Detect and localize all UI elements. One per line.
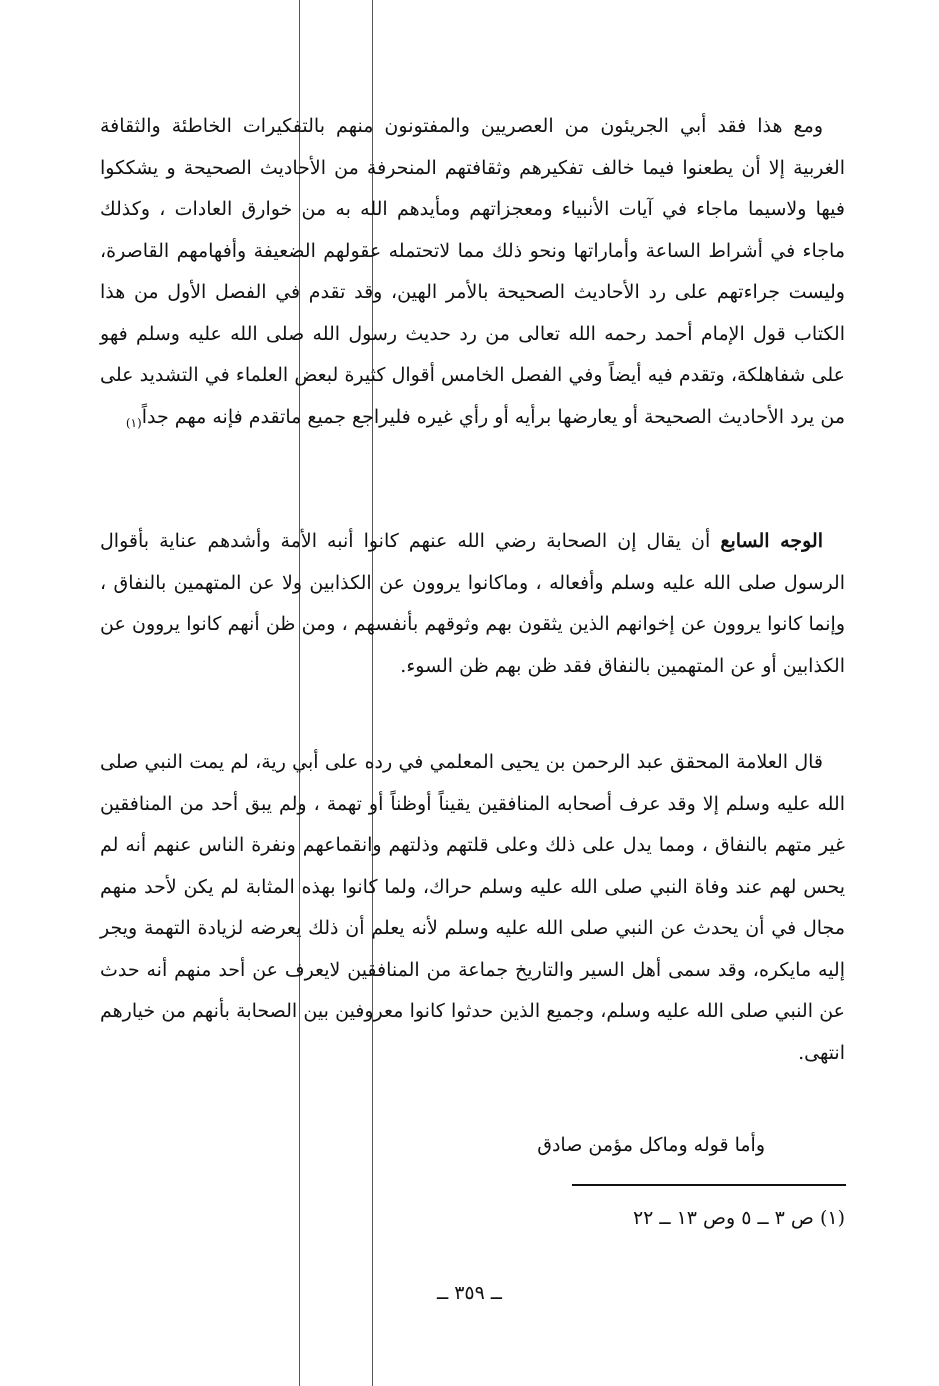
footnote-reference-1: (١): [125, 415, 142, 430]
page-number: ــ ٣٥٩ ــ: [437, 1282, 502, 1304]
section-heading-seventh-aspect: الوجه السابع: [720, 530, 823, 552]
paragraph-1: [100, 106, 845, 444]
paragraph-4-text: وأما قوله وماكل مؤمن صادق: [537, 1134, 765, 1156]
paragraph-2-text: أن يقال إن الصحابة رضي الله عنهم كانوا أنبه الأمة وأشدهم عناية بأقوال الرسول صلى الله عليه وسلم وأفعاله ، وماكانوا يروون عن الكذابين ولا عن المتهمين بالنفاق ، وإنما كانوا يروون عن إخوانهم الذين يثقون بهم وثوقهم بأنفسهم ، ومن ظن أنهم كانوا يروون عن الكذابين أو عن المتهمين بالنفاق فقد ظن بهم ظن السوء.: [100, 530, 845, 677]
footnote-divider: [572, 1184, 846, 1186]
footnote-1: (١) ص ٣ ــ ٥ وص ١٣ ــ ٢٢: [632, 1207, 845, 1229]
paragraph-2: [100, 521, 845, 687]
paragraph-3-text: قال العلامة المحقق عبد الرحمن بن يحيى المعلمي في رده على أبي رية، لم يمت النبي صلى الله عليه وسلم إلا وقد عرف أصحابه المنافقين يقيناً أوظناً أو تهمة ، ولم يبق أحد من المنافقين غير متهم بالنفاق ، ومما يدل على ذلك وعلى قلتهم وذلتهم وانقماعهم ونفرة الناس عنهم أنه لم يحس لهم عند وفاة النبي صلى الله عليه وسلم حراك، ولما كانوا بهذه المثابة لم يكن لأحد منهم مجال في أن يحدث عن النبي صلى الله عليه وسلم لأنه يعلم أن ذلك يعرضه لزيادة التهمة ويجر إليه مايكره، وقد سمى أهل السير والتاريخ جماعة من المنافقين لايعرف عن أحد منهم أنه حدث عن النبي صلى الله عليه وسلم، وجميع الذين حدثوا كانوا معروفين بين الصحابة بأنهم من خيارهم انتهى.: [100, 751, 845, 1064]
paragraph-3: [100, 742, 845, 1074]
paragraph-1-text: ومع هذا فقد أبي الجريئون من العصريين والمفتونون منهم بالتفكيرات الخاطئة والثقافة الغربية إلا أن يطعنوا فيما خالف تفكيرهم وثقافتهم المنحرفة من الأحاديث الصحيحة و يشككوا فيها ولاسيما ماجاء في آيات الأنبياء ومعجزاتهم ومأيدهم الله به من خوارق العادات ، وكذلك ماجاء في أشراط الساعة وأماراتها ونحو ذلك مما لاتحتمله عقولهم الضعيفة وأفهامهم القاصرة، وليست جراءتهم على رد الأحاديث الصحيحة بالأمر الهين، وقد تقدم في الفصل الأول من هذا الكتاب قول الإمام أحمد رحمه الله تعالى من رد حديث رسول الله صلى الله عليه وسلم فهو على شفاهلكة، وتقدم فيه أيضاً وفي الفصل الخامس أقوال كثيرة لبعض العلماء في التشديد على من يرد الأحاديث الصحيحة أو يعارضها برأيه أو رأي غيره فليراجع جميع ماتقدم فإنه مهم جداً: [100, 115, 845, 428]
paragraph-4: [100, 1125, 845, 1167]
